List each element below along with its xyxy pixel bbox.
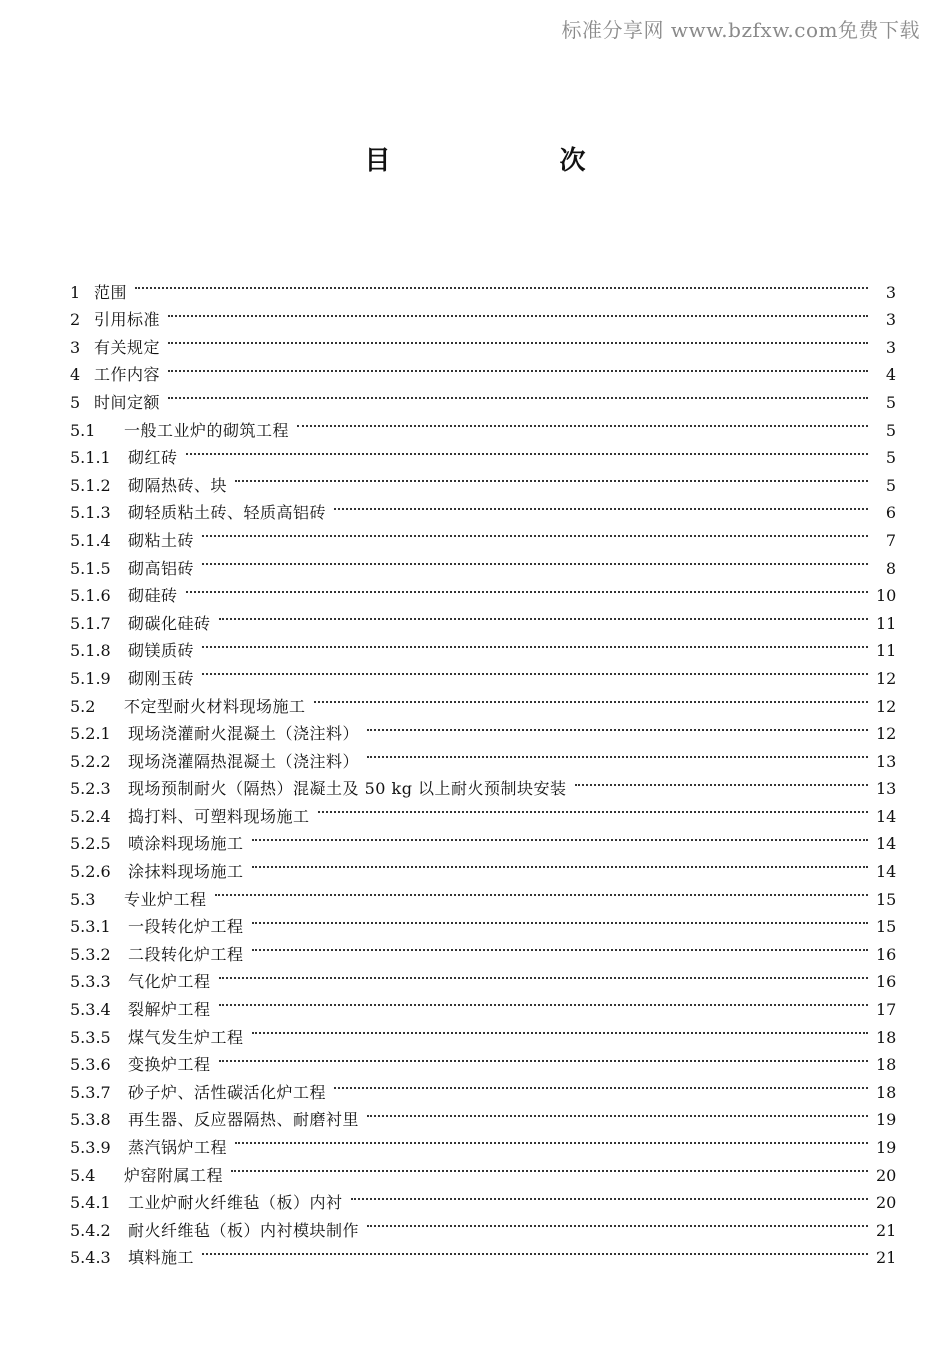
toc-entry[interactable] (70, 436, 896, 468)
toc-entry-label: 砌红砖 (128, 448, 178, 468)
toc-entry-number: 2 (70, 310, 81, 330)
toc-entry-number: 5.2.4 (70, 806, 111, 826)
toc-entry-label: 耐火纤维毡（板）内衬模块制作 (128, 1220, 360, 1240)
toc-entry-page: 14 (876, 806, 897, 826)
toc-dot-leader (367, 1098, 868, 1126)
toc-entry-number: 5.1.7 (70, 613, 111, 633)
toc-entry-label: 砌高铝砖 (128, 558, 195, 578)
toc-entry-page: 7 (885, 530, 896, 550)
toc-entry-page: 12 (876, 696, 897, 716)
toc-entry-page: 19 (876, 1110, 897, 1130)
toc-dot-leader (202, 518, 868, 546)
toc-dot-leader (252, 849, 868, 877)
toc-entry-number: 5.3.9 (70, 1138, 111, 1157)
toc-entry-label: 裂解炉工程 (128, 1000, 211, 1020)
toc-entry-label: 砌硅砖 (128, 586, 178, 606)
toc-entry-page: 4 (885, 365, 896, 385)
toc-dot-leader (231, 1153, 868, 1181)
toc-entry-page: 10 (876, 586, 897, 606)
toc-entry-number: 5.1.5 (70, 558, 111, 578)
toc-dot-leader (314, 684, 868, 712)
toc-entry-label: 现场浇灌耐火混凝土（浇注料） (128, 724, 360, 744)
toc-entry-page: 5 (885, 392, 896, 412)
toc-entry-label: 二段转化炉工程 (128, 944, 244, 964)
toc-entry-number: 5.3 (70, 889, 96, 909)
toc-entry-page: 5 (885, 475, 896, 495)
toc-dot-leader (334, 491, 868, 519)
toc-dot-leader (334, 1070, 868, 1098)
toc-dot-leader (297, 408, 868, 436)
toc-entry-label: 现场预制耐火（隔热）混凝土及 50 kg 以上耐火预制块安装 (128, 779, 567, 799)
toc-entry-number: 5.3.3 (70, 972, 111, 992)
toc-dot-leader (202, 1236, 868, 1264)
toc-entry-number: 5.2.5 (70, 834, 111, 854)
toc-entry-page: 12 (876, 724, 897, 744)
toc-entry-label: 填料施工 (128, 1248, 195, 1268)
toc-entry-page: 11 (876, 613, 897, 633)
toc-entry[interactable] (70, 463, 896, 495)
toc-entry-page: 18 (876, 1082, 897, 1102)
toc-dot-leader (575, 767, 868, 795)
toc-entry-page: 11 (876, 641, 897, 661)
toc-entry-page: 5 (885, 420, 896, 440)
toc-dot-leader (135, 270, 868, 298)
toc-entry-label: 捣打料、可塑料现场施工 (128, 806, 310, 826)
toc-dot-leader (367, 712, 868, 740)
table-of-contents (70, 270, 897, 1268)
toc-entry-label: 砌镁质砖 (128, 641, 195, 661)
toc-entry-number: 5.1 (70, 420, 96, 440)
toc-entry-label: 砌碳化硅砖 (128, 613, 211, 633)
toc-dot-leader (219, 960, 868, 988)
toc-entry-label: 有关规定 (94, 337, 161, 357)
toc-entry-page: 16 (876, 944, 897, 964)
toc-entry-number: 5.2.2 (70, 751, 111, 771)
toc-dot-leader (186, 574, 868, 602)
toc-entry-page: 14 (876, 862, 897, 882)
toc-entry[interactable] (70, 574, 897, 606)
toc-entry-label: 砌刚玉砖 (128, 668, 195, 688)
toc-entry-page: 15 (876, 889, 897, 909)
toc-dot-leader (367, 1208, 868, 1236)
toc-entry-page: 18 (876, 1055, 897, 1075)
toc-entry-page: 3 (885, 310, 896, 330)
toc-entry-label: 涂抹料现场施工 (128, 862, 244, 882)
toc-entry-number: 5.1.1 (70, 448, 111, 468)
toc-entry-page: 13 (876, 751, 897, 771)
toc-dot-leader (252, 1015, 868, 1043)
toc-entry-number: 5.1.8 (70, 641, 111, 661)
toc-entry-label: 煤气发生炉工程 (128, 1027, 244, 1047)
toc-entry-label: 砌轻质粘土砖、轻质高铝砖 (128, 503, 327, 523)
toc-dot-leader (168, 353, 868, 381)
toc-dot-leader (219, 987, 868, 1015)
toc-entry-page: 15 (876, 917, 897, 937)
toc-entry-page: 21 (876, 1220, 897, 1240)
toc-entry[interactable] (70, 408, 896, 440)
toc-entry-page: 21 (876, 1248, 897, 1268)
toc-dot-leader (351, 1181, 868, 1209)
toc-entry[interactable] (70, 601, 897, 633)
toc-entry-label: 一般工业炉的砌筑工程 (124, 420, 290, 440)
toc-dot-leader (318, 794, 868, 822)
toc-entry-label: 气化炉工程 (128, 972, 211, 992)
toc-entry-page: 3 (885, 337, 896, 357)
toc-dot-leader (252, 905, 868, 933)
toc-entry-number: 5.4.3 (70, 1248, 111, 1268)
toc-dot-leader (215, 877, 868, 905)
toc-dot-leader (219, 1043, 868, 1071)
toc-entry-number: 5.2.6 (70, 862, 111, 882)
page-title: 目 次 (364, 146, 666, 176)
toc-entry-number: 5.1.9 (70, 668, 111, 688)
toc-entry[interactable] (70, 353, 896, 385)
toc-entry-number: 5.2.1 (70, 724, 111, 744)
toc-entry-label: 砂子炉、活性碳活化炉工程 (128, 1082, 327, 1102)
toc-entry-number: 5.3.1 (70, 917, 111, 937)
toc-entry-number: 5.3.8 (70, 1110, 111, 1130)
toc-entry-label: 引用标准 (94, 310, 161, 330)
toc-entry-page: 12 (876, 668, 897, 688)
toc-entry-number: 5.3.7 (70, 1082, 111, 1102)
toc-entry-page: 16 (876, 972, 897, 992)
toc-entry-number: 5.1.2 (70, 475, 111, 495)
toc-dot-leader (186, 436, 868, 464)
toc-entry-label: 不定型耐火材料现场施工 (124, 696, 306, 716)
toc-dot-leader (219, 601, 868, 629)
toc-entry[interactable] (70, 270, 896, 302)
toc-entry-number: 1 (70, 282, 81, 302)
toc-dot-leader (367, 739, 868, 767)
toc-entry-label: 砌粘土砖 (128, 530, 195, 550)
toc-entry-number: 4 (70, 365, 81, 385)
toc-entry-page: 3 (885, 282, 896, 302)
toc-entry-label: 蒸汽锅炉工程 (128, 1138, 228, 1157)
toc-dot-leader (168, 325, 868, 353)
toc-entry-label: 时间定额 (94, 392, 161, 412)
toc-entry-number: 5.3.6 (70, 1055, 111, 1075)
toc-entry-label: 工业炉耐火纤维毡（板）内衬 (128, 1193, 343, 1213)
toc-entry-number: 5.3.4 (70, 1000, 111, 1020)
toc-dot-leader (252, 932, 868, 960)
toc-entry-number: 3 (70, 337, 81, 357)
toc-dot-leader (202, 656, 868, 684)
toc-entry-number: 5.1.3 (70, 503, 111, 523)
toc-entry[interactable] (70, 380, 896, 412)
toc-entry-page: 19 (876, 1138, 897, 1157)
toc-dot-leader (202, 629, 868, 657)
toc-dot-leader (252, 822, 868, 850)
toc-entry-label: 现场浇灌隔热混凝土（浇注料） (128, 751, 360, 771)
toc-entry[interactable] (70, 298, 896, 330)
toc-entry-label: 变换炉工程 (128, 1055, 211, 1075)
toc-entry-number: 5.3.5 (70, 1027, 111, 1047)
toc-dot-leader (235, 463, 868, 491)
toc-entry-number: 5.4 (70, 1165, 96, 1185)
toc-entry-page: 14 (876, 834, 897, 854)
toc-entry-page: 5 (885, 448, 896, 468)
toc-entry-page: 18 (876, 1027, 897, 1047)
toc-entry-label: 专业炉工程 (124, 889, 207, 909)
toc-entry[interactable] (70, 325, 896, 357)
toc-entry-number: 5.1.4 (70, 530, 111, 550)
toc-entry-label: 工作内容 (94, 365, 161, 385)
toc-entry-number: 5.1.6 (70, 586, 111, 606)
toc-entry-page: 13 (876, 779, 897, 799)
toc-entry-page: 20 (876, 1193, 897, 1213)
toc-entry-label: 再生器、反应器隔热、耐磨衬里 (128, 1110, 360, 1130)
toc-entry-label: 一段转化炉工程 (128, 917, 244, 937)
toc-dot-leader (235, 1125, 868, 1153)
toc-entry-label: 砌隔热砖、块 (128, 475, 228, 495)
toc-entry-number: 5.2.3 (70, 779, 111, 799)
toc-entry-label: 炉窑附属工程 (124, 1165, 224, 1185)
toc-dot-leader (168, 380, 868, 408)
toc-entry-number: 5.4.1 (70, 1193, 111, 1213)
toc-entry-number: 5.4.2 (70, 1220, 111, 1240)
toc-dot-leader (202, 546, 868, 574)
toc-entry-number: 5.2 (70, 696, 96, 716)
toc-entry-number: 5.3.2 (70, 944, 111, 964)
toc-entry-page: 17 (876, 1000, 897, 1020)
toc-entry-page: 8 (885, 558, 896, 578)
toc-dot-leader (168, 298, 868, 326)
toc-entry-label: 喷涂料现场施工 (128, 834, 244, 854)
watermark-text: 标准分享网 www.bzfxw.com免费下载 (561, 18, 920, 42)
toc-entry-number: 5 (70, 392, 81, 412)
toc-entry-page: 6 (885, 503, 896, 523)
toc-entry-label: 范围 (94, 282, 128, 302)
toc-entry-page: 20 (876, 1165, 897, 1185)
